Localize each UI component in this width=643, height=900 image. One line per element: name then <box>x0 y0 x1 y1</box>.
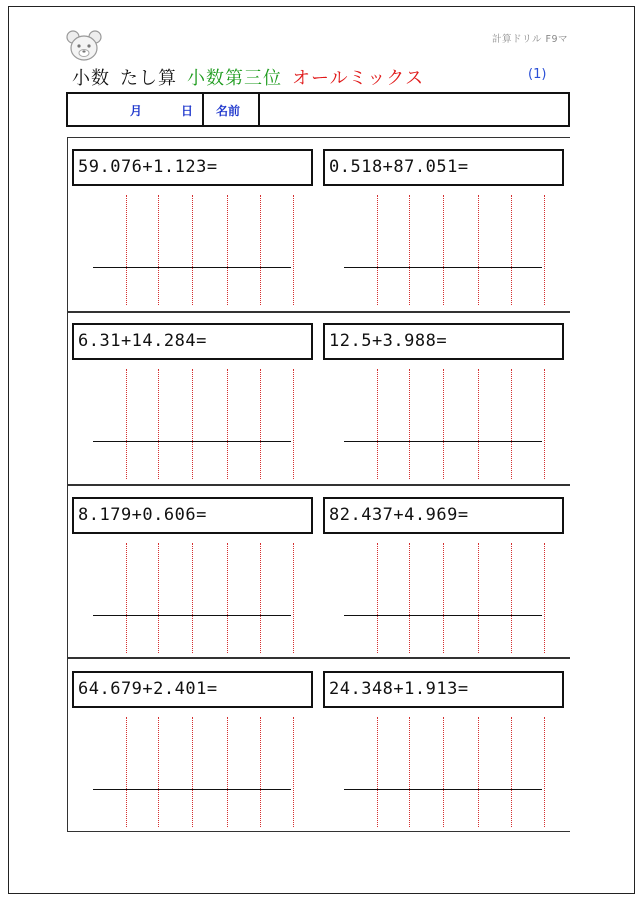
name-label: 名前 <box>216 104 241 118</box>
digit-guide-line <box>192 195 193 305</box>
problem-expression: 59.076+1.123= <box>72 149 313 186</box>
problem-expression: 6.31+14.284= <box>72 323 313 360</box>
digit-guide-line <box>478 195 479 305</box>
digit-guide-line <box>377 369 378 479</box>
digit-guide-line <box>409 195 410 305</box>
title-part-third-place: 小数第三位 <box>187 68 282 89</box>
answer-rule-line <box>93 789 291 790</box>
problem-expression: 0.518+87.051= <box>323 149 564 186</box>
digit-guide-line <box>293 369 294 479</box>
title-part-decimal: 小数 <box>72 68 110 89</box>
bear-logo-icon <box>66 29 102 63</box>
title-part-all-mix: オールミックス <box>292 68 425 89</box>
digit-guide-line <box>409 717 410 827</box>
problem-expression: 8.179+0.606= <box>72 497 313 534</box>
digit-guide-line <box>409 543 410 653</box>
digit-guide-line <box>377 717 378 827</box>
problem-expression: 82.437+4.969= <box>323 497 564 534</box>
digit-guide-line <box>158 543 159 653</box>
digit-guide-line <box>126 369 127 479</box>
answer-rule-line <box>344 615 542 616</box>
digit-guide-line <box>443 717 444 827</box>
answer-rule-line <box>344 267 542 268</box>
digit-guide-line <box>409 369 410 479</box>
digit-guide-line <box>511 195 512 305</box>
title-part-addition: たし算 <box>120 68 177 89</box>
digit-guide-line <box>511 369 512 479</box>
name-bar-divider <box>258 94 260 125</box>
problem-expression: 12.5+3.988= <box>323 323 564 360</box>
digit-guide-line <box>227 369 228 479</box>
digit-guide-line <box>544 369 545 479</box>
digit-guide-line <box>158 369 159 479</box>
digit-guide-line <box>511 717 512 827</box>
digit-guide-line <box>377 195 378 305</box>
name-date-bar <box>66 92 570 127</box>
digit-guide-line <box>260 195 261 305</box>
digit-guide-line <box>192 369 193 479</box>
digit-guide-line <box>478 543 479 653</box>
digit-guide-line <box>126 195 127 305</box>
digit-guide-line <box>443 543 444 653</box>
digit-guide-line <box>260 717 261 827</box>
digit-guide-line <box>293 195 294 305</box>
name-bar-divider <box>202 94 204 125</box>
brand-label: 計算ドリル F9マ <box>492 34 569 45</box>
month-label: 月 <box>130 104 143 118</box>
digit-guide-line <box>260 543 261 653</box>
digit-guide-line <box>544 195 545 305</box>
digit-guide-line <box>126 543 127 653</box>
digit-guide-line <box>260 369 261 479</box>
row-separator <box>67 484 570 486</box>
answer-rule-line <box>93 267 291 268</box>
digit-guide-line <box>443 195 444 305</box>
digit-guide-line <box>126 717 127 827</box>
problem-expression: 24.348+1.913= <box>323 671 564 708</box>
digit-guide-line <box>227 195 228 305</box>
row-separator <box>67 657 570 659</box>
digit-guide-line <box>377 543 378 653</box>
digit-guide-line <box>192 543 193 653</box>
digit-guide-line <box>511 543 512 653</box>
digit-guide-line <box>293 717 294 827</box>
problem-expression: 64.679+2.401= <box>72 671 313 708</box>
day-label: 日 <box>181 104 194 118</box>
answer-rule-line <box>93 441 291 442</box>
digit-guide-line <box>443 369 444 479</box>
digit-guide-line <box>227 543 228 653</box>
answer-rule-line <box>93 615 291 616</box>
digit-guide-line <box>293 543 294 653</box>
answer-rule-line <box>344 441 542 442</box>
digit-guide-line <box>478 717 479 827</box>
digit-guide-line <box>544 717 545 827</box>
digit-guide-line <box>544 543 545 653</box>
page-title <box>72 64 434 90</box>
answer-rule-line <box>344 789 542 790</box>
digit-guide-line <box>227 717 228 827</box>
digit-guide-line <box>158 717 159 827</box>
page-number: (1) <box>528 67 547 82</box>
digit-guide-line <box>192 717 193 827</box>
row-separator <box>67 311 570 313</box>
digit-guide-line <box>478 369 479 479</box>
digit-guide-line <box>158 195 159 305</box>
